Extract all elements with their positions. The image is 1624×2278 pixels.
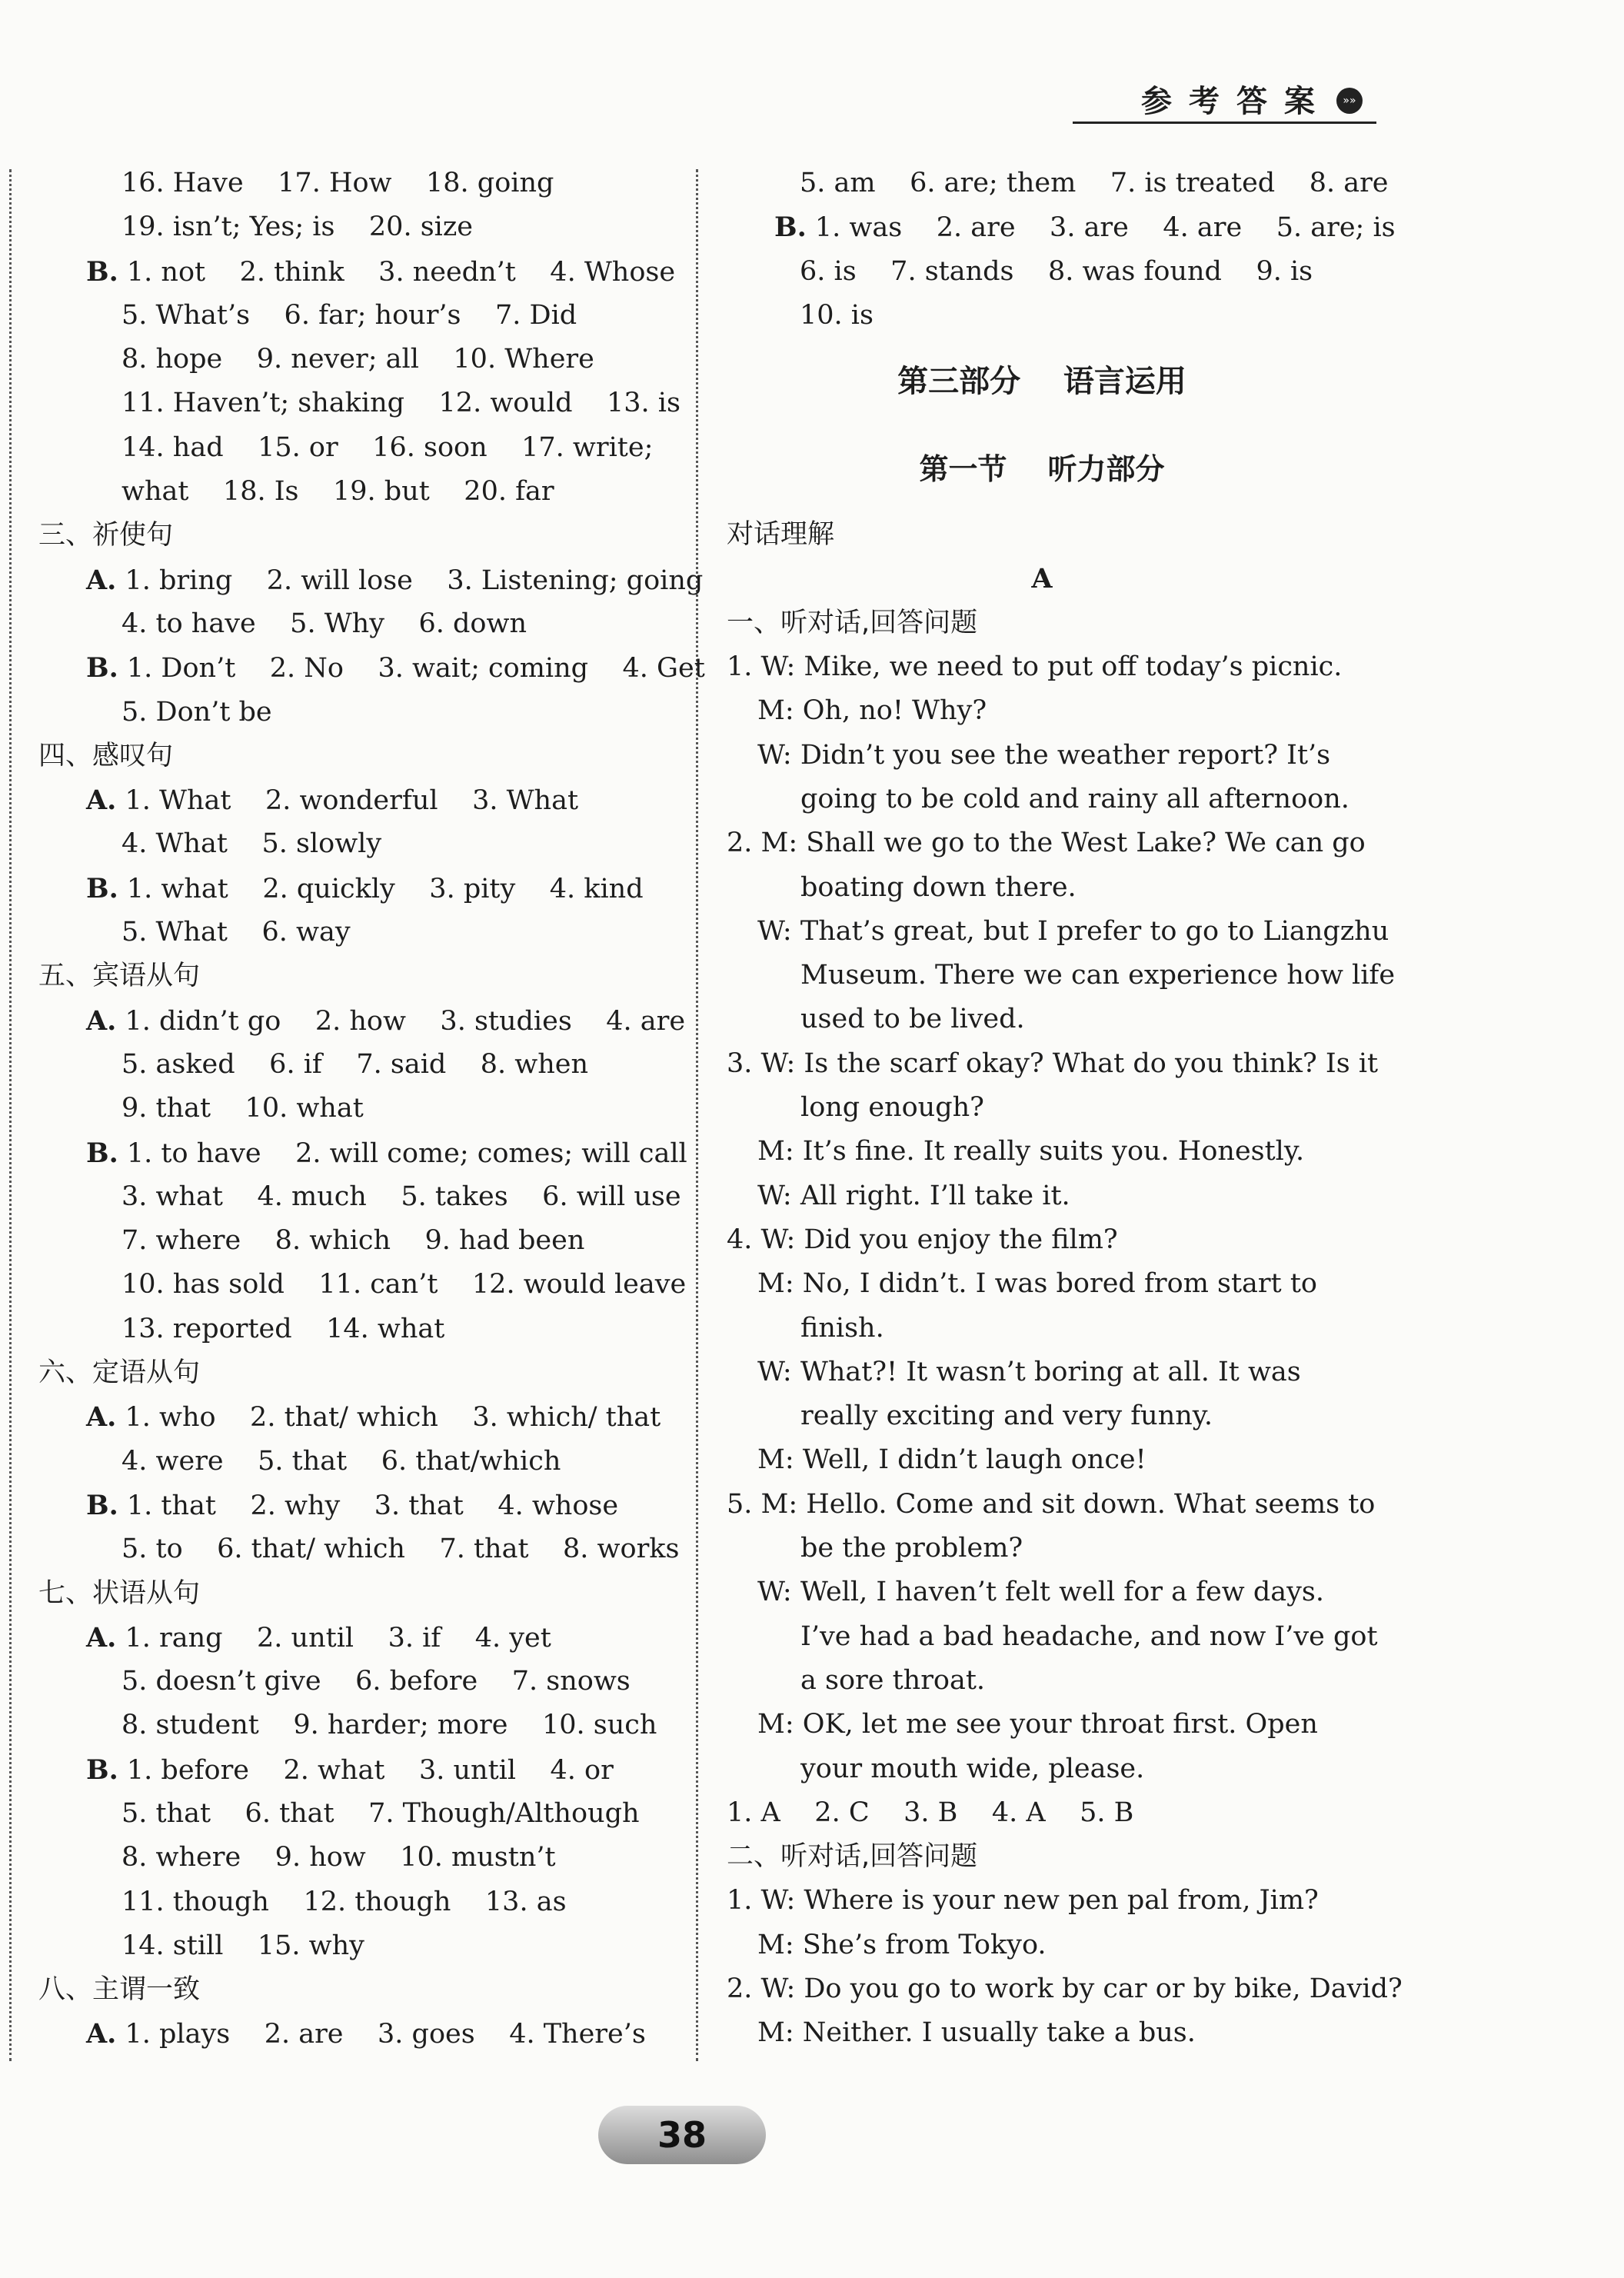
line-text: long enough? <box>800 1092 984 1124</box>
line-text: 8. where 9. how 10. mustn’t <box>121 1842 556 1873</box>
text-line <box>727 425 1357 513</box>
group-label: B. <box>86 1753 118 1786</box>
line-text: 三、祈使句 <box>38 520 174 551</box>
header-rule <box>1073 122 1376 124</box>
line-text: 1. What 2. wonderful 3. What <box>116 785 579 817</box>
text-line <box>38 162 684 205</box>
text-line <box>727 997 1357 1041</box>
line-text: 3. W: Is the scarf okay? What do you think? Is it <box>727 1047 1379 1079</box>
text-line <box>727 689 1357 733</box>
line-text: 2. M: Shall we go to the West Lake? We can go <box>727 828 1366 859</box>
line-text: M: It’s fine. It really suits you. Honestly. <box>757 1136 1305 1167</box>
line-text: be the problem? <box>800 1533 1023 1564</box>
text-line <box>38 1263 687 1307</box>
text-line <box>727 1394 1357 1438</box>
text-line <box>38 1704 684 1747</box>
line-text: 19. isn’t; Yes; is 20. size <box>121 211 473 243</box>
line-text: 七、状语从句 <box>38 1577 201 1609</box>
line-text: 16. Have 17. How 18. going <box>121 168 554 198</box>
text-line <box>38 734 684 778</box>
text-line <box>38 2012 684 2056</box>
line-text: 五、宾语从句 <box>38 961 201 992</box>
line-text: 1. W: Where is your new pen pal from, Jim? <box>727 1885 1319 1917</box>
column-divider <box>696 169 698 2061</box>
line-text: 4. to have 5. Why 6. down <box>121 608 527 639</box>
line-text: 5. M: Hello. Come and sit down. What seems to <box>727 1488 1376 1520</box>
line-text: W: All right. I’ll take it. <box>757 1180 1070 1211</box>
text-line <box>38 470 684 514</box>
text-line <box>727 645 1357 689</box>
text-line <box>727 1483 1376 1527</box>
line-text: M: Neither. I usually take a bus. <box>757 2017 1196 2049</box>
line-text: A <box>1031 563 1053 595</box>
line-text: 八、主谓一致 <box>38 1974 201 2006</box>
text-line <box>38 1880 684 1924</box>
line-text: what 18. Is 19. but 20. far <box>121 476 554 508</box>
line-text: finish. <box>800 1312 884 1344</box>
line-text: 第一节 听力部分 <box>919 452 1165 487</box>
text-line <box>38 646 705 690</box>
text-line <box>38 1087 684 1131</box>
text-line <box>38 1924 684 1968</box>
text-line <box>38 1219 684 1263</box>
text-line <box>38 1043 684 1087</box>
line-text: 5. to 6. that/ which 7. that 8. works <box>121 1534 680 1565</box>
line-text: 8. student 9. harder; more 10. such <box>121 1710 657 1741</box>
text-line <box>38 1395 684 1439</box>
text-line <box>727 1350 1357 1394</box>
line-text: 5. doesn’t give 6. before 7. snows <box>121 1666 631 1697</box>
line-text: really exciting and very funny. <box>800 1400 1213 1432</box>
text-line <box>727 513 1357 557</box>
text-line <box>38 1351 684 1395</box>
text-line <box>38 381 684 425</box>
text-line <box>38 1660 684 1704</box>
text-line <box>727 1835 1357 1879</box>
line-text: 1. bring 2. will lose 3. Listening; going <box>116 565 704 596</box>
line-text: 1. W: Mike, we need to put off today’s picnic. <box>727 651 1343 683</box>
line-text: 4. were 5. that 6. that/which <box>121 1445 561 1477</box>
line-text: 3. what 4. much 5. takes 6. will use <box>121 1181 681 1212</box>
text-line <box>38 1484 684 1527</box>
text-line <box>38 1307 684 1351</box>
line-text: 5. am 6. are; them 7. is treated 8. are <box>800 168 1389 198</box>
line-text: 6. is 7. stands 8. was found 9. is <box>800 255 1313 287</box>
line-text: W: That’s great, but I prefer to go to Liangzhu <box>757 915 1389 947</box>
line-text: 10. has sold 11. can’t 12. would leave <box>121 1269 687 1301</box>
line-text: 7. where 8. which 9. had been <box>121 1225 585 1257</box>
line-text: 13. reported 14. what <box>121 1313 445 1344</box>
arrows-icon: »» <box>1336 88 1363 114</box>
text-line <box>727 162 1389 205</box>
text-line <box>38 911 684 954</box>
text-line <box>727 1615 1378 1659</box>
text-line <box>38 294 684 338</box>
line-text: a sore throat. <box>800 1664 986 1696</box>
line-text: 1. who 2. that/ which 3. which/ that <box>116 1402 661 1434</box>
text-line <box>38 1616 684 1660</box>
group-label: A. <box>86 1401 117 1434</box>
line-text: M: OK, let me see your throat first. Open <box>757 1709 1318 1740</box>
page-header <box>1073 77 1376 123</box>
line-text: 5. that 6. that 7. Though/Although <box>121 1797 640 1829</box>
text-line <box>727 250 1357 294</box>
line-text: 对话理解 <box>727 519 835 551</box>
line-text: W: Didn’t you see the weather report? It’s <box>757 739 1331 771</box>
text-line <box>38 954 684 998</box>
text-line <box>727 1438 1357 1482</box>
line-text: W: What?! It wasn’t boring at all. It was <box>757 1356 1301 1387</box>
text-line <box>38 691 684 734</box>
text-line <box>38 338 684 381</box>
text-line <box>38 1175 684 1219</box>
line-text: 1. didn’t go 2. how 3. studies 4. are <box>116 1005 686 1037</box>
line-text: 5. Don’t be <box>121 696 272 728</box>
line-text: 4. What 5. slowly <box>121 828 382 860</box>
line-text: 11. Haven’t; shaking 12. would 13. is <box>121 388 681 419</box>
text-line <box>38 1836 684 1880</box>
line-text: 5. What 6. way <box>121 917 351 948</box>
line-text: M: No, I didn’t. I was bored from start to <box>757 1268 1317 1300</box>
line-text: 4. W: Did you enjoy the film? <box>727 1224 1118 1255</box>
text-line <box>727 1262 1357 1306</box>
text-line <box>38 1968 684 2012</box>
text-line <box>727 1570 1357 1614</box>
text-line <box>727 1879 1357 1923</box>
text-line <box>38 250 684 294</box>
line-text: 9. that 10. what <box>121 1093 364 1124</box>
line-text: 11. though 12. though 13. as <box>121 1886 567 1917</box>
group-label: B. <box>86 1137 118 1169</box>
text-line <box>727 910 1389 954</box>
text-line <box>38 1527 684 1571</box>
line-text: 14. had 15. or 16. soon 17. write; <box>121 431 654 463</box>
line-text: 一、听对话,回答问题 <box>727 607 978 638</box>
text-line <box>38 1792 684 1836</box>
group-label: B. <box>86 652 118 684</box>
text-line <box>727 294 1357 338</box>
line-text: 2. W: Do you go to work by car or by bike, David? <box>727 1973 1403 2004</box>
line-text: M: Well, I didn’t laugh once! <box>757 1444 1146 1476</box>
text-line <box>38 1440 684 1484</box>
line-text: 1. rang 2. until 3. if 4. yet <box>116 1622 551 1654</box>
text-line <box>727 1086 1357 1130</box>
line-text: 8. hope 9. never; all 10. Where <box>121 344 594 375</box>
text-line <box>727 2011 1357 2055</box>
text-line <box>727 1527 1357 1570</box>
text-line <box>727 1703 1357 1747</box>
line-text: 14. still 15. why <box>121 1930 364 1961</box>
group-label: A. <box>86 2018 117 2050</box>
text-line <box>727 1967 1403 2011</box>
line-text: boating down there. <box>800 871 1077 903</box>
text-line <box>727 1923 1357 1967</box>
line-text: 1. what 2. quickly 3. pity 4. kind <box>118 873 644 904</box>
header-title: 参考答案 <box>1141 83 1332 119</box>
line-text: 1. to have 2. will come; comes; will call <box>118 1137 687 1169</box>
line-text: 1. that 2. why 3. that 4. whose <box>118 1490 619 1521</box>
text-line <box>727 1218 1357 1262</box>
text-line <box>38 205 684 249</box>
line-text: 1. Don’t 2. No 3. wait; coming 4. Get <box>118 653 705 684</box>
line-text: 1. A 2. C 3. B 4. A 5. B <box>727 1797 1134 1828</box>
line-text: M: She’s from Tokyo. <box>757 1929 1047 1960</box>
group-label: A. <box>86 1004 117 1037</box>
text-line <box>38 867 684 911</box>
group-label: B. <box>774 211 807 244</box>
line-text: 5. What’s 6. far; hour’s 7. Did <box>121 299 577 331</box>
group-label: B. <box>86 1489 118 1521</box>
line-text: used to be lived. <box>800 1004 1025 1035</box>
text-line <box>727 821 1366 865</box>
text-line <box>727 205 1396 249</box>
group-label: A. <box>86 564 117 596</box>
text-line <box>38 514 684 558</box>
line-text: going to be cold and rainy all afternoon. <box>800 783 1349 814</box>
text-line <box>38 1748 684 1792</box>
text-line <box>38 778 684 822</box>
text-line <box>727 1659 1357 1703</box>
line-text: M: Oh, no! Why? <box>757 695 987 727</box>
left-column <box>38 162 705 2057</box>
text-line <box>38 1572 684 1616</box>
text-line <box>38 426 684 470</box>
text-line <box>38 822 684 866</box>
group-label: A. <box>86 784 117 817</box>
text-line <box>727 1791 1357 1835</box>
text-line <box>727 954 1396 997</box>
text-line <box>38 999 684 1043</box>
line-text: 1. plays 2. are 3. goes 4. There’s <box>116 2019 646 2050</box>
text-line <box>38 1131 687 1175</box>
text-line <box>727 1042 1379 1086</box>
left-margin-rule <box>9 169 12 2061</box>
text-line <box>727 734 1357 778</box>
line-text: 10. is <box>800 299 874 331</box>
right-column <box>727 162 1403 2056</box>
line-text: W: Well, I haven’t felt well for a few days. <box>757 1577 1325 1608</box>
line-text: 1. before 2. what 3. until 4. or <box>118 1754 614 1786</box>
text-line <box>727 338 1357 425</box>
text-line <box>727 557 1357 601</box>
line-text: 1. was 2. are 3. are 4. are 5. are; is <box>806 212 1396 244</box>
line-text: 四、感叹句 <box>38 740 174 771</box>
line-text: 第三部分 语言运用 <box>897 364 1186 400</box>
text-line <box>727 1747 1357 1791</box>
text-line <box>38 602 684 646</box>
text-line <box>727 1174 1357 1218</box>
page-number: 38 <box>598 2106 766 2164</box>
group-label: B. <box>86 255 118 288</box>
text-line <box>727 601 1357 645</box>
text-line <box>727 866 1357 910</box>
line-text: 5. asked 6. if 7. said 8. when <box>121 1048 589 1080</box>
text-line <box>38 558 704 602</box>
line-text: 1. not 2. think 3. needn’t 4. Whose <box>118 256 676 288</box>
line-text: I’ve had a bad headache, and now I’ve got <box>800 1620 1378 1652</box>
group-label: A. <box>86 1621 117 1654</box>
text-line <box>727 1130 1357 1174</box>
line-text: 二、听对话,回答问题 <box>727 1841 978 1873</box>
group-label: B. <box>86 872 118 904</box>
text-line <box>727 1307 1357 1350</box>
line-text: your mouth wide, please. <box>800 1753 1145 1784</box>
line-text: Museum. There we can experience how life <box>800 960 1396 991</box>
text-line <box>727 778 1357 821</box>
line-text: 六、定语从句 <box>38 1357 201 1389</box>
